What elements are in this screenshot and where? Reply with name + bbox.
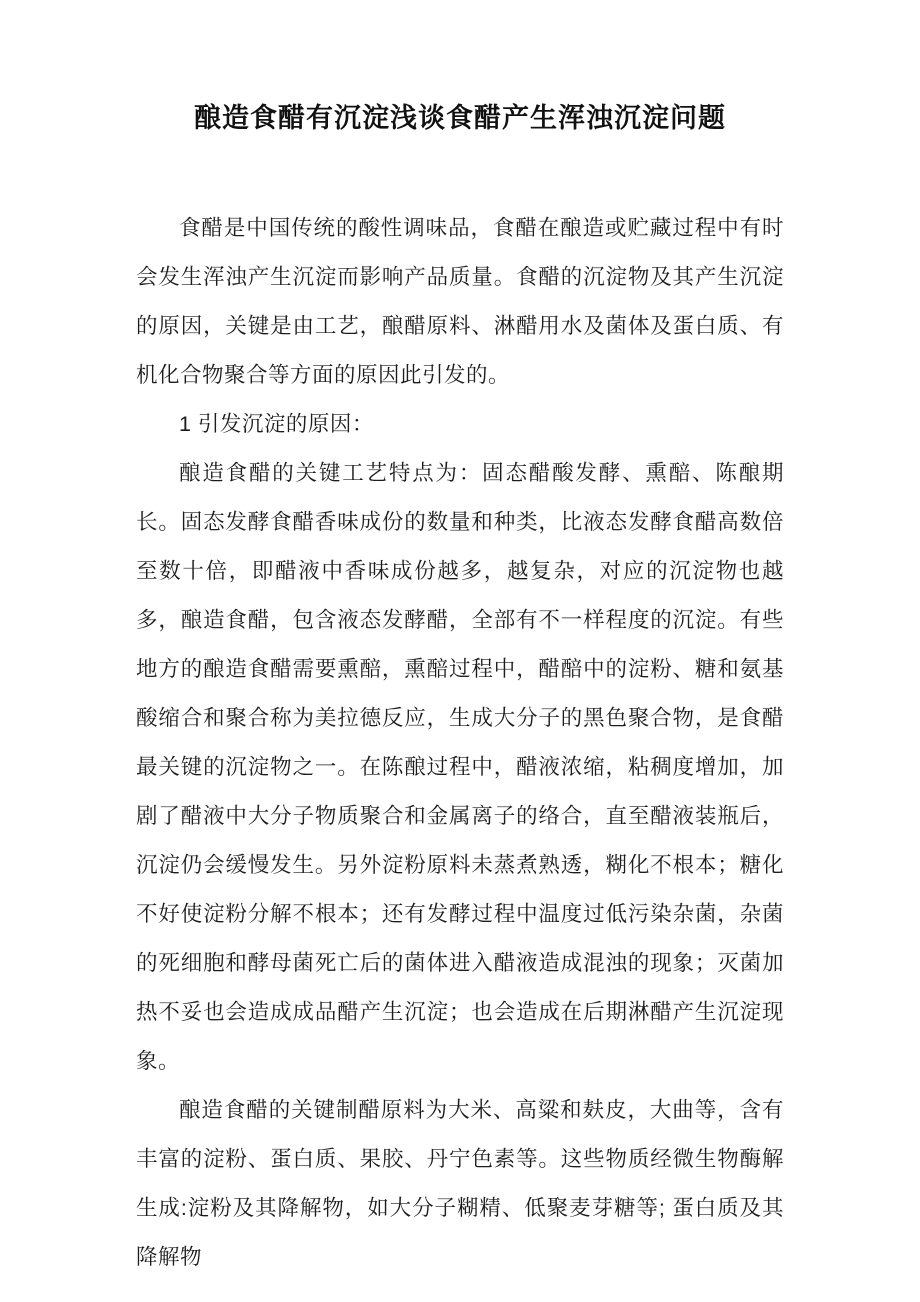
- paragraph: 酿造食醋的关键制醋原料为大米、高粱和麸皮，大曲等，含有丰富的淀粉、蛋白质、果胶、丹宁色素等。这些物质经微生物酶解生成:淀粉及其降解物，如大分子糊精、低聚麦芽糖等; 蛋白质及其降解物: [136, 1097, 784, 1269]
- document-title: 酿造食醋有沉淀浅谈食醋产生浑浊沉淀问题: [194, 103, 726, 133]
- paragraph: 食醋是中国传统的酸性调味品，食醋在酿造或贮藏过程中有时会发生浑浊产生沉淀而影响产品质量。食醋的沉淀物及其产生沉淀的原因，关键是由工艺，酿醋原料、淋醋用水及菌体及蛋白质、有机化合物聚合等方面的原因此引发的。: [136, 215, 784, 387]
- document-body: [136, 204, 784, 1282]
- paragraph: 1 引发沉淀的原因：: [179, 411, 374, 436]
- paragraph: 酿造食醋的关键工艺特点为：固态醋酸发酵、熏醅、陈酿期长。固态发酵食醋香味成份的数量和种类，比液态发酵食醋高数倍至数十倍，即醋液中香味成份越多，越复杂，对应的沉淀物也越多，酿造食醋，包含液态发酵醋，全部有不一样程度的沉淀。有些地方的酿造食醋需要熏醅，熏醅过程中，醋醅中的淀粉、糖和氨基酸缩合和聚合称为美拉德反应，生成大分子的黑色聚合物，是食醋最关键的沉淀物之一。在陈酿过程中，醋液浓缩，粘稠度增加，加剧了醋液中大分子物质聚合和金属离子的络合，直至醋液装瓶后，沉淀仍会缓慢发生。另外淀粉原料未蒸煮熟透，糊化不根本；糖化不好使淀粉分解不根本；还有发酵过程中温度过低污染杂菌，杂菌的死细胞和酵母菌死亡后的菌体进入醋液造成混浊的现象；灭菌加热不妥也会造成成品醋产生沉淀；也会造成在后期淋醋产生沉淀现象。: [136, 460, 784, 1073]
